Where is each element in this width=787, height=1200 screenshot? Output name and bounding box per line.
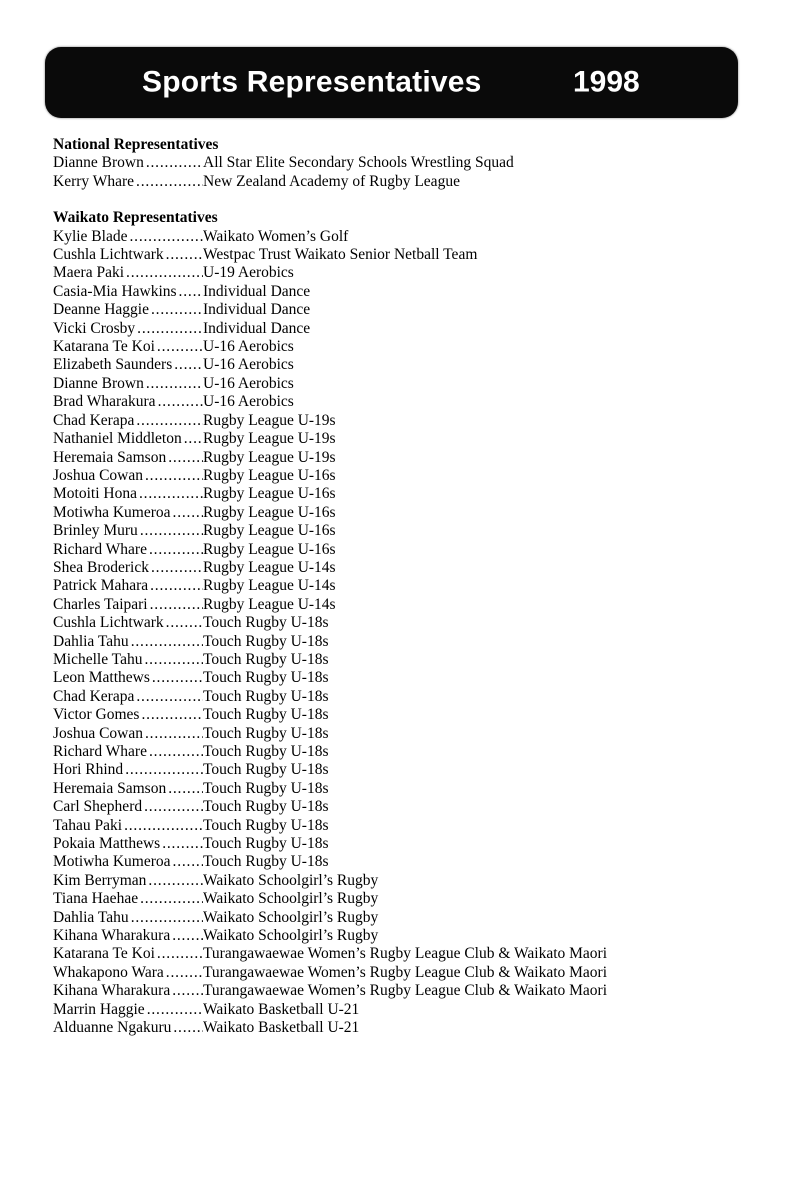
name-cell [53,430,203,448]
name-cell [53,798,203,816]
person-name: Richard Whare [53,743,147,760]
team-name: Waikato Schoolgirl’s Rugby [203,871,379,889]
team-name: Touch Rugby U-18s [203,853,329,871]
list-item [53,283,757,301]
person-name: Elizabeth Saunders [53,356,173,374]
list-item [53,927,757,945]
dot-leader [149,301,203,319]
list-item [53,228,757,246]
team-name: U-16 Aerobics [203,393,294,411]
section-heading: National Representatives [53,136,219,153]
team-name: Westpac Trust Waikato Senior Netball Team [203,246,478,264]
person-name: Kylie Blade [53,227,128,245]
dot-leader [148,577,203,595]
page-year: 1998 [573,64,640,98]
dot-leader [137,485,203,503]
list-item [53,688,757,706]
dot-leader [147,541,203,559]
person-name: Charles Taipari [53,595,148,613]
dot-leader [164,614,203,632]
title-banner [45,47,738,118]
name-cell [53,725,203,743]
list-item [53,559,757,577]
person-name: Tiana Haehae [53,890,139,908]
team-name: Touch Rugby U-18s [203,835,329,853]
dot-leader [135,320,203,338]
person-name: Brinley Muru [53,522,138,540]
dot-leader [122,817,203,835]
team-name: Rugby League U-19s [203,411,336,429]
name-cell [53,706,203,724]
person-name: Motiwha Kumeroa [53,853,171,871]
name-cell [53,596,203,614]
representatives-list [53,136,757,1038]
team-name: Turangawaewae Women’s Rugby League Club & Waikato Maori [203,963,608,981]
name-cell [53,945,203,963]
person-name: Joshua Cowan [53,466,143,484]
list-item [53,541,757,559]
section-heading: Waikato Representatives [53,209,218,227]
person-name: Michelle Tahu [53,650,143,668]
list-item [53,504,757,522]
list-item [53,467,757,485]
list-item [53,669,757,687]
team-name: Touch Rugby U-18s [203,761,329,779]
list-item [53,743,757,761]
team-name: Rugby League U-14s [203,577,336,595]
dot-leader [124,264,203,282]
team-name: U-16 Aerobics [203,338,294,356]
name-cell [53,817,203,835]
page-title: Sports Representatives [142,64,482,98]
team-name: Individual Dance [203,282,311,300]
team-name: Waikato Basketball U-21 [203,1000,360,1018]
team-name: Touch Rugby U-18s [203,743,329,760]
name-cell [53,1019,203,1037]
dot-leader [145,1001,203,1019]
name-cell [53,504,203,522]
list-item [53,835,757,853]
name-cell [53,761,203,779]
list-item [53,706,757,724]
list-item [53,264,757,282]
name-cell [53,356,203,374]
person-name: Patrick Mahara [53,577,149,595]
team-name: Rugby League U-14s [203,558,336,576]
list-item [53,780,757,798]
person-name: Kim Berryman [53,871,147,889]
list-item [53,633,757,651]
person-name: Deanne Haggie [53,301,149,319]
name-cell [53,872,203,890]
team-name: Rugby League U-14s [203,595,336,613]
name-cell [53,246,203,264]
person-name: Marrin Haggie [53,1000,145,1018]
team-name: All Star Elite Secondary Schools Wrestling Squad [203,154,514,172]
person-name: Brad Wharakura [53,393,156,411]
dot-leader [146,872,203,890]
list-item [53,945,757,963]
name-cell [53,467,203,485]
section [53,136,757,191]
team-name: Waikato Schoolgirl’s Rugby [203,890,379,908]
name-cell [53,338,203,356]
name-cell [53,835,203,853]
list-item [53,412,757,430]
list-item [53,449,757,467]
dot-leader [127,228,203,246]
list-item [53,577,757,595]
team-name: Touch Rugby U-18s [203,669,329,687]
person-name: Richard Whare [53,540,147,558]
dot-leader [123,761,203,779]
dot-leader [182,430,203,448]
name-cell [53,577,203,595]
dot-leader [160,835,203,853]
name-cell [53,173,203,191]
person-name: Whakapono Wara [53,963,164,981]
person-name: Dianne Brown [53,374,144,392]
dot-leader [164,246,203,264]
dot-leader [143,725,203,743]
person-name: Motiwha Kumeroa [53,503,171,521]
person-name: Cushla Lichtwark [53,614,164,632]
name-cell [53,375,203,393]
dot-leader [129,633,203,651]
person-name: Dianne Brown [53,154,144,172]
list-item [53,1001,757,1019]
dot-leader [150,669,203,687]
person-name: Carl Shepherd [53,798,143,816]
list-item [53,798,757,816]
person-name: Cushla Lichtwark [53,246,164,264]
name-cell [53,780,203,798]
name-cell [53,320,203,338]
team-name: U-19 Aerobics [203,264,294,282]
team-name: Waikato Women’s Golf [203,227,349,245]
dot-leader [156,393,203,411]
team-name: U-16 Aerobics [203,356,294,374]
name-cell [53,393,203,411]
person-name: Hori Rhind [53,761,124,779]
name-cell [53,669,203,687]
person-name: Joshua Cowan [53,724,143,742]
person-name: Vicki Crosby [53,319,136,337]
dot-leader [142,651,203,669]
list-item [53,154,757,172]
list-item [53,872,757,890]
team-name: Rugby League U-19s [203,430,336,448]
name-cell [53,485,203,503]
name-cell [53,688,203,706]
person-name: Victor Gomes [53,706,140,724]
list-item [53,430,757,448]
list-item [53,173,757,191]
list-item [53,338,757,356]
team-name: Touch Rugby U-18s [203,687,329,705]
dot-leader [170,927,203,945]
dot-leader [171,504,203,522]
list-item [53,725,757,743]
name-cell [53,301,203,319]
dot-leader [142,798,203,816]
list-item [53,393,757,411]
person-name: Kerry Whare [53,172,135,190]
list-item [53,651,757,669]
team-name: Individual Dance [203,301,311,319]
person-name: Chad Kerapa [53,687,135,705]
team-name: Waikato Schoolgirl’s Rugby [203,908,379,926]
list-item [53,485,757,503]
name-cell [53,412,203,430]
name-cell [53,964,203,982]
list-item [53,375,757,393]
list-item [53,909,757,927]
dot-leader [134,173,203,191]
dot-leader [147,743,203,761]
dot-leader [139,706,203,724]
person-name: Heremaia Samson [53,448,167,466]
team-name: New Zealand Academy of Rugby League [203,172,460,190]
dot-leader [164,964,203,982]
person-name: Leon Matthews [53,669,150,687]
team-name: Rugby League U-16s [203,522,336,540]
dot-leader [171,1019,203,1037]
team-name: Touch Rugby U-18s [203,724,329,742]
dot-leader [138,522,203,540]
team-name: Touch Rugby U-18s [203,798,329,816]
dot-leader [143,467,203,485]
team-name: Rugby League U-16s [203,485,336,503]
name-cell [53,154,203,172]
person-name: Tahau Paki [53,816,123,834]
list-item [53,246,757,264]
team-name: Touch Rugby U-18s [203,816,329,834]
name-cell [53,890,203,908]
name-cell [53,541,203,559]
person-name: Nathaniel Middleton [53,430,182,448]
person-name: Katarana Te Koi [53,338,155,356]
name-cell [53,1001,203,1019]
dot-leader [177,283,203,301]
team-name: Touch Rugby U-18s [203,650,329,668]
team-name: Touch Rugby U-18s [203,632,329,650]
list-item [53,982,757,1000]
dot-leader [171,853,203,871]
name-cell [53,614,203,632]
dot-leader [144,375,203,393]
team-name: Touch Rugby U-18s [203,779,329,797]
name-cell [53,449,203,467]
name-cell [53,982,203,1000]
list-item [53,301,757,319]
list-item [53,1019,757,1037]
name-cell [53,559,203,577]
list-item [53,356,757,374]
dot-leader [172,356,203,374]
name-cell [53,927,203,945]
dot-leader [138,890,203,908]
dot-leader [144,154,203,172]
person-name: Dahlia Tahu [53,908,129,926]
team-name: Turangawaewae Women’s Rugby League Club & Waikato Maori [203,945,608,963]
person-name: Dahlia Tahu [53,632,129,650]
team-name: Touch Rugby U-18s [203,614,329,632]
dot-leader [170,982,203,1000]
dot-leader [148,596,203,614]
dot-leader [155,338,203,356]
dot-leader [155,945,203,963]
dot-leader [129,909,203,927]
name-cell [53,909,203,927]
list-item [53,614,757,632]
list-item [53,817,757,835]
list-item [53,522,757,540]
person-name: Chad Kerapa [53,411,135,429]
team-name: Turangawaewae Women’s Rugby League Club & Waikato Maori [203,982,608,1000]
name-cell [53,522,203,540]
team-name: Rugby League U-19s [203,448,336,466]
person-name: Katarana Te Koi [53,945,155,963]
list-item [53,596,757,614]
list-item [53,320,757,338]
dot-leader [134,412,203,430]
list-item [53,761,757,779]
person-name: Kihana Wharakura [53,982,171,1000]
team-name: U-16 Aerobics [203,374,294,392]
dot-leader [134,688,203,706]
team-name: Touch Rugby U-18s [203,706,329,724]
person-name: Casia-Mia Hawkins [53,282,177,300]
name-cell [53,264,203,282]
person-name: Kihana Wharakura [53,927,171,945]
list-item [53,964,757,982]
name-cell [53,228,203,246]
team-name: Waikato Schoolgirl’s Rugby [203,927,379,945]
name-cell [53,633,203,651]
team-name: Rugby League U-16s [203,503,336,521]
section [53,209,757,1037]
person-name: Motoiti Hona [53,485,137,503]
name-cell [53,853,203,871]
list-item [53,890,757,908]
person-name: Alduanne Ngakuru [53,1019,172,1037]
name-cell [53,743,203,761]
person-name: Shea Broderick [53,558,149,576]
dot-leader [149,559,203,577]
list-item [53,853,757,871]
name-cell [53,283,203,301]
team-name: Individual Dance [203,319,311,337]
team-name: Rugby League U-16s [203,466,336,484]
dot-leader [166,780,203,798]
person-name: Heremaia Samson [53,779,167,797]
person-name: Pokaia Matthews [53,835,161,853]
person-name: Maera Paki [53,264,125,282]
name-cell [53,651,203,669]
team-name: Waikato Basketball U-21 [203,1019,360,1037]
team-name: Rugby League U-16s [203,540,336,558]
dot-leader [166,449,203,467]
